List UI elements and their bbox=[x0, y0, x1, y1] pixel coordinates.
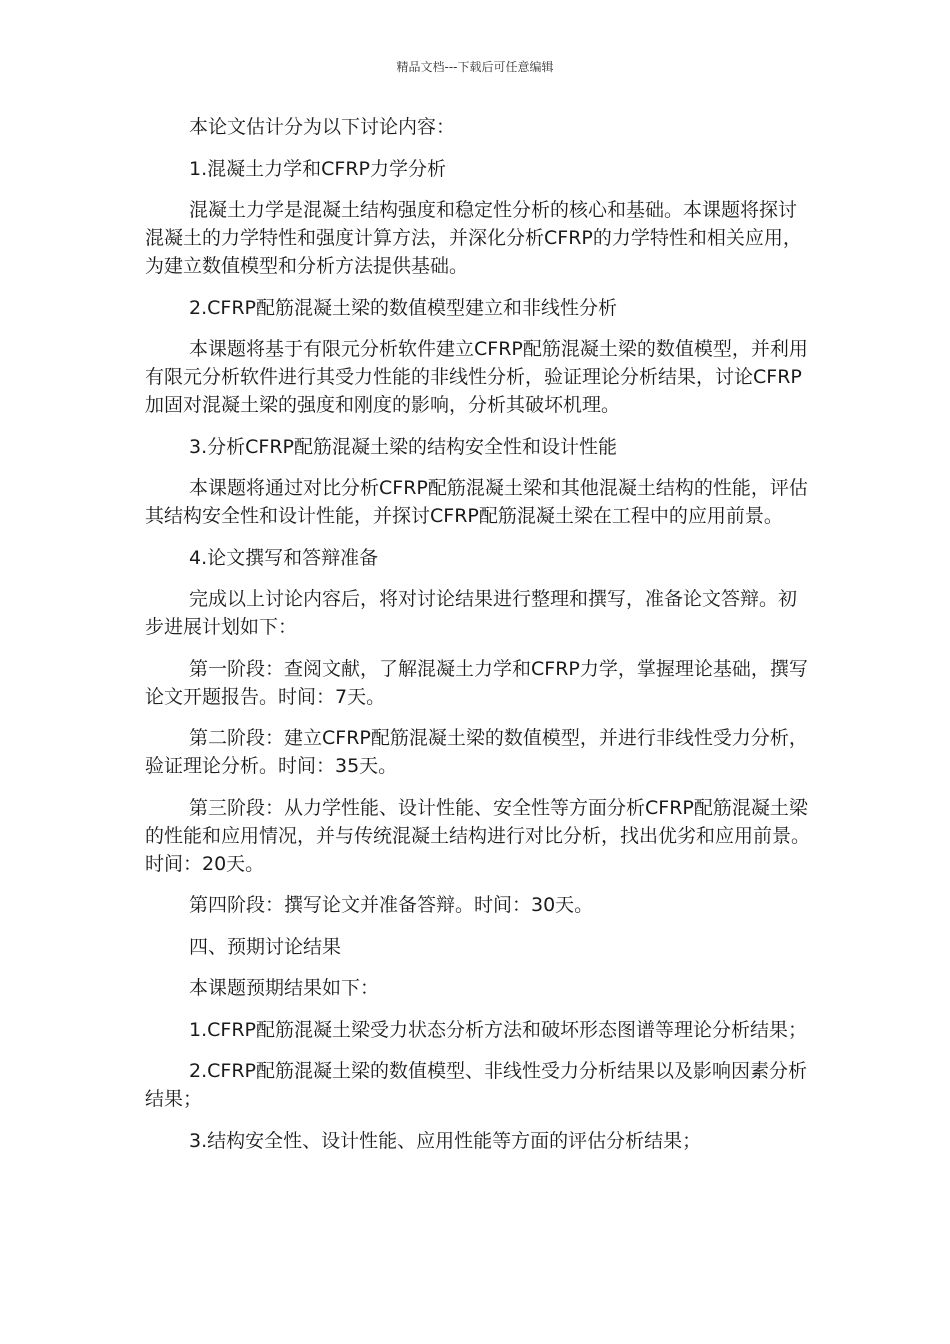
paragraph: 1.混凝土力学和CFRP力学分析 bbox=[189, 157, 446, 180]
paragraph: 完成以上讨论内容后，将对讨论结果进行整理和撰写，准备论文答辩。初步进展计划如下： bbox=[145, 588, 798, 638]
paragraph: 第三阶段：从力学性能、设计性能、安全性等方面分析CFRP配筋混凝土梁的性能和应用情况，并与传统混凝土结构进行对比分析，找出优劣和应用前景。时间：20天。 bbox=[145, 796, 811, 875]
paragraph: 3.结构安全性、设计性能、应用性能等方面的评估分析结果； bbox=[189, 1129, 702, 1152]
paragraph: 混凝土力学是混凝土结构强度和稳定性分析的核心和基础。本课题将探讨混凝土的力学特性和强度计算方法，并深化分析CFRP的力学特性和相关应用，为建立数值模型和分析方法提供基础。 bbox=[145, 199, 802, 277]
paragraph: 1.CFRP配筋混凝土梁受力状态分析方法和破坏形态图谱等理论分析结果； bbox=[189, 1018, 807, 1041]
paragraph: 第四阶段：撰写论文并准备答辩。时间：30天。 bbox=[189, 894, 594, 916]
paragraph: 四、预期讨论结果 bbox=[189, 935, 342, 958]
paragraph: 本课题将基于有限元分析软件建立CFRP配筋混凝土梁的数值模型，并利用有限元分析软件进行其受力性能的非线性分析，验证理论分析结果，讨论CFRP加固对混凝土梁的强度和刚度的影响，分析其破坏机理。 bbox=[145, 338, 808, 416]
paragraph: 本课题预期结果如下： bbox=[189, 977, 380, 999]
paragraph: 2.CFRP配筋混凝土梁的数值模型、非线性受力分析结果以及影响因素分析结果； bbox=[145, 1060, 807, 1110]
paragraph: 本论文估计分为以下讨论内容： bbox=[189, 116, 456, 138]
paragraph: 第一阶段：查阅文献，了解混凝土力学和CFRP力学，掌握理论基础，撰写论文开题报告。时间：7天。 bbox=[145, 657, 808, 708]
paragraph: 4.论文撰写和答辩准备 bbox=[189, 546, 379, 569]
paragraph: 3.分析CFRP配筋混凝土梁的结构安全性和设计性能 bbox=[189, 435, 617, 458]
paragraph: 2.CFRP配筋混凝土梁的数值模型建立和非线性分析 bbox=[189, 296, 617, 319]
paragraph: 本课题将通过对比分析CFRP配筋混凝土梁和其他混凝土结构的性能，评估其结构安全性和设计性能，并探讨CFRP配筋混凝土梁在工程中的应用前景。 bbox=[145, 477, 808, 527]
document-body bbox=[145, 113, 810, 1155]
paragraph: 第二阶段：建立CFRP配筋混凝土梁的数值模型，并进行非线性受力分析，验证理论分析。时间：35天。 bbox=[145, 727, 808, 777]
page-header: 精品文档---下载后可任意编辑 bbox=[396, 60, 554, 74]
